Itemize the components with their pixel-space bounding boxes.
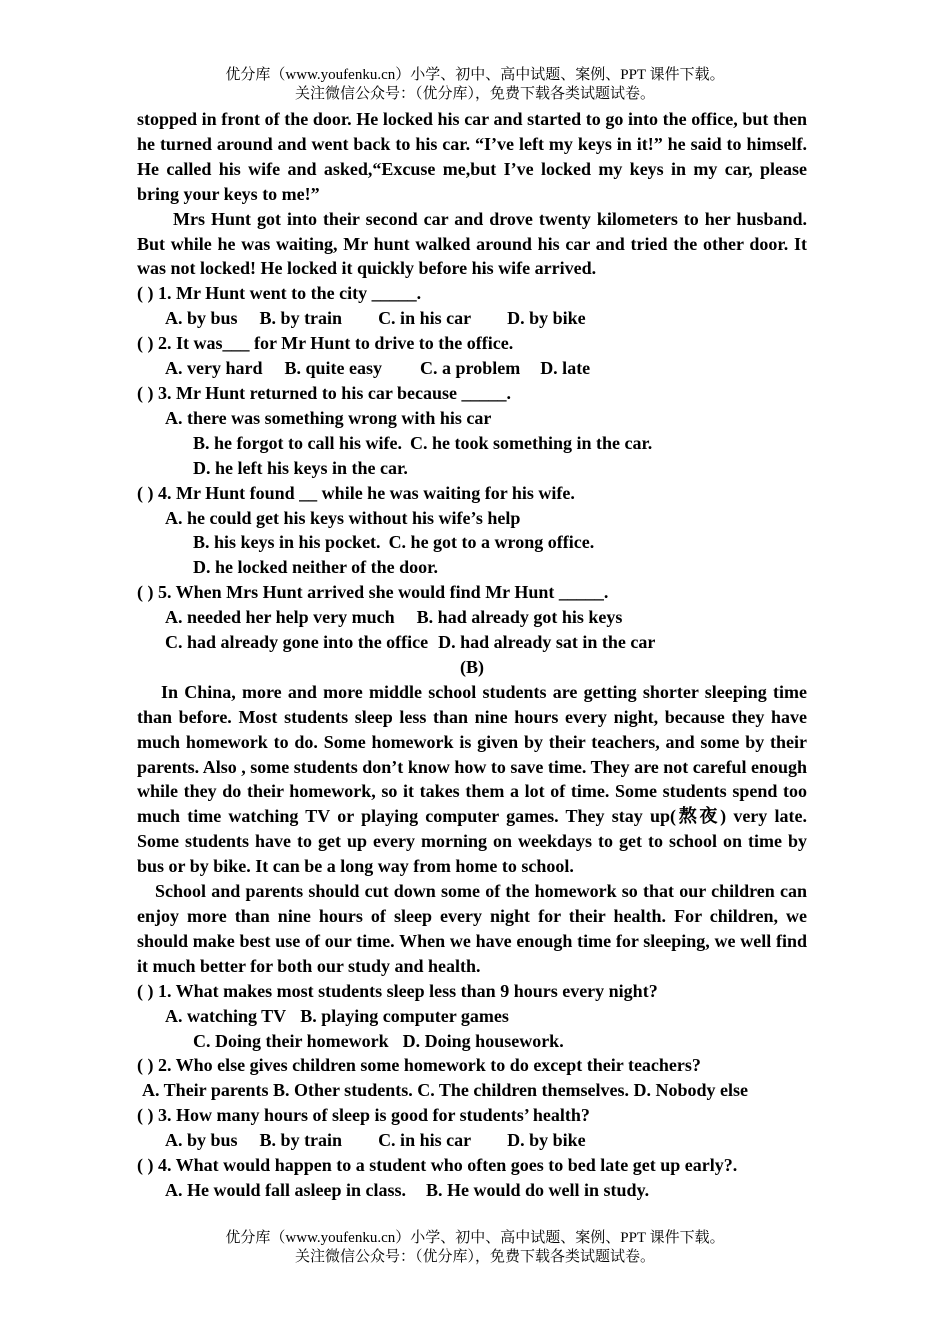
option-b: B. quite easy: [284, 358, 383, 379]
question-a5-options-cd: [137, 630, 807, 655]
page-footer: [0, 1229, 950, 1267]
option-b: B. had already got his keys: [416, 607, 623, 628]
question-b3: ( ) 3. How many hours of sleep is good for students’ health?: [137, 1105, 590, 1126]
question-a5: ( ) 5. When Mrs Hunt arrived she would find Mr Hunt _____.: [137, 582, 609, 603]
question-b3-options: [137, 1128, 807, 1153]
question-b1-options-ab: [137, 1004, 807, 1029]
question-a5-options-ab: [137, 605, 807, 630]
question-a4-option-d: D. he locked neither of the door.: [193, 557, 438, 578]
option-b: B. by train: [259, 308, 343, 329]
question-a3-option-a: A. there was something wrong with his car: [165, 407, 492, 428]
page-header: [0, 66, 950, 104]
option-d: D. late: [540, 358, 591, 379]
option-d: D. had already sat in the car: [438, 632, 656, 653]
question-a3-option-d: D. he left his keys in the car.: [193, 457, 408, 478]
question-a2: ( ) 2. It was___ for Mr Hunt to drive to the office.: [137, 333, 514, 354]
passage-a-paragraph-2: Mrs Hunt got into their second car and drove twenty kilometers to her husband. But while he was waiting, Mr hunt walked around his car and tried the other door. It was not locked! He locked it quickly before his wife arrived.: [137, 208, 807, 279]
option-a: A. He would fall asleep in class.: [165, 1179, 407, 1200]
option-c: C. Doing their homework: [193, 1030, 389, 1051]
question-b4: ( ) 4. What would happen to a student who often goes to bed late get up early?.: [137, 1155, 738, 1176]
option-c: C. he got to a wrong office.: [388, 532, 595, 553]
question-b1: ( ) 1. What makes most students sleep less than 9 hours every night?: [137, 980, 658, 1001]
passage-b-paragraph-1: In China, more and more middle school students are getting shorter sleeping time than before. Most students sleep less than nine hours every night, because they have much homework to do. Some homework is given by their teachers, and some by their parents. Also , some students don’t know how to save time. They are not careful enough while they do their homework, so it takes them a lot of time. Some students spend too much time watching TV or playing computer games. They stay up(熬夜) very late. Some students have to get up every morning on weekdays to get to school on time by bus or by bike. It can be a long way from home to school.: [137, 681, 807, 877]
question-a4-options-bc: [137, 530, 807, 555]
question-b1-options-cd: [137, 1029, 807, 1054]
option-b: B. playing computer games: [300, 1005, 509, 1026]
question-a1: ( ) 1. Mr Hunt went to the city _____.: [137, 283, 422, 304]
option-b: B. his keys in his pocket.: [193, 532, 381, 553]
option-c: C. had already gone into the office: [165, 632, 429, 653]
header-line-1: 优分库（www.youfenku.cn）小学、初中、高中试题、案例、PPT 课件下载。: [225, 67, 725, 83]
option-d: D. by bike: [507, 1130, 586, 1151]
question-a4-option-a: A. he could get his keys without his wife’s help: [165, 507, 521, 528]
option-a: A. watching TV: [165, 1005, 287, 1026]
option-a: A. by bus: [165, 1130, 238, 1151]
option-b: B. He would do well in study.: [426, 1179, 650, 1200]
option-b: B. he forgot to call his wife.: [193, 432, 402, 453]
option-c: C. he took something in the car.: [409, 432, 653, 453]
section-b-title: (B): [460, 656, 484, 677]
question-b2: ( ) 2. Who else gives children some homework to do except their teachers?: [137, 1055, 701, 1076]
page-content: [137, 107, 807, 1203]
question-b2-options: A. Their parents B. Other students. C. The children themselves. D. Nobody else: [142, 1080, 749, 1101]
option-c: C. in his car: [378, 308, 472, 329]
question-b4-options: [137, 1178, 807, 1203]
option-c: C. a problem: [420, 358, 521, 379]
passage-a-paragraph-1: stopped in front of the door. He locked his car and started to go into the office, but then he turned around and went back to his car. “I’ve left my keys in it!” he said to himself. He called his wife and asked,“Excuse me,but I’ve locked my keys in my car, please bring your keys to me!”: [137, 109, 807, 204]
passage-b-paragraph-2: School and parents should cut down some of the homework so that our children can enjoy more than nine hours of sleep every night for their health. For children, we should make best use of our time. When we have enough time for sleeping, we well find it much better for both our study and health.: [137, 881, 807, 976]
option-a: A. needed her help very much: [165, 607, 395, 628]
question-a3: ( ) 3. Mr Hunt returned to his car because _____.: [137, 382, 511, 403]
footer-line-1: 优分库（www.youfenku.cn）小学、初中、高中试题、案例、PPT 课件下载。: [225, 1230, 725, 1246]
question-a3-options-bc: [137, 431, 807, 456]
question-a1-options: [137, 306, 807, 331]
option-b: B. by train: [259, 1130, 343, 1151]
option-c: C. in his car: [378, 1130, 472, 1151]
option-a: A. by bus: [165, 308, 238, 329]
question-a2-options: [137, 356, 807, 381]
option-a: A. very hard: [165, 358, 263, 379]
footer-line-2: 关注微信公众号：（优分库），免费下载各类试题试卷。: [294, 1249, 655, 1265]
question-a4: ( ) 4. Mr Hunt found __ while he was waiting for his wife.: [137, 482, 575, 503]
option-d: D. by bike: [507, 308, 586, 329]
header-line-2: 关注微信公众号：（优分库），免费下载各类试题试卷。: [294, 86, 655, 102]
option-d: D. Doing housework.: [402, 1030, 564, 1051]
